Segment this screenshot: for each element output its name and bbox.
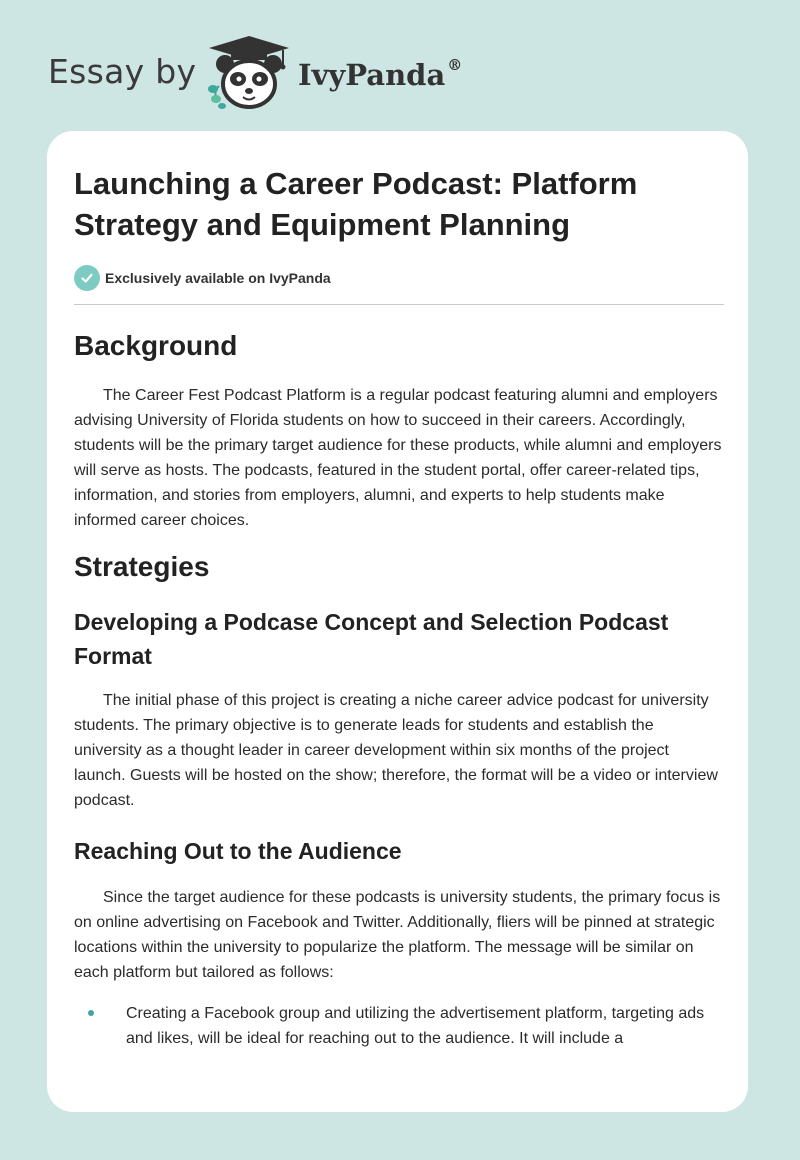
section-heading-background: Background [74,330,238,361]
panda-graduate-logo-icon[interactable] [203,34,295,110]
exclusive-badge [74,265,724,291]
article-title: Launching a Career Podcast: Platform Strategy and Equipment Planning [74,166,638,242]
developing-paragraph: The initial phase of this project is creating a niche career advice podcast for university students. The primary objective is to generate leads for students and establish the university as a thought leader in career development within six months of the project launch. Guests will be hosted on the show; therefore, the format will be a video or interview podcast. [74,692,718,809]
list-item-text: Creating a Facebook group and utilizing the advertisement platform, targeting ads and likes, will be ideal for reaching out to the audience. It will include a [126,1005,705,1047]
background-paragraph: The Career Fest Podcast Platform is a regular podcast featuring alumni and employers advising University of Florida students on how to succeed in their careers. Accordingly, students will be the primary target audience for these products, while alumni and employers will serve as hosts. The podcasts, featured in the student portal, offer career-related tips, information, and stories from employers, alumni, and experts to help students make informed career choices. [74,387,722,529]
section-heading-strategies: Strategies [74,551,210,582]
strategy-list [74,1001,724,1051]
article-content [74,163,724,1051]
reaching-paragraph: Since the target audience for these podcasts is university students, the primary focus is on online advertising on Facebook and Twitter. Additionally, fliers will be pinned at strategic locations within the university to popularize the platform. The message will be similar on each platform but tailored as follows: [74,889,721,981]
subsection-heading-reaching: Reaching Out to the Audience [74,838,402,864]
logo-wordmark[interactable]: IvyPanda ® [298,56,463,92]
divider [74,304,724,305]
site-header [48,34,528,110]
subsection-heading-developing: Developing a Podcase Concept and Selection Podcast Format [74,609,669,669]
check-circle-icon [74,265,100,291]
article-card [47,131,748,1112]
bullet-dot-icon [88,1010,94,1016]
essay-by-label: Essay by [48,52,197,91]
list-item [74,1001,724,1051]
exclusive-badge-label: Exclusively available on IvyPanda [105,270,331,286]
